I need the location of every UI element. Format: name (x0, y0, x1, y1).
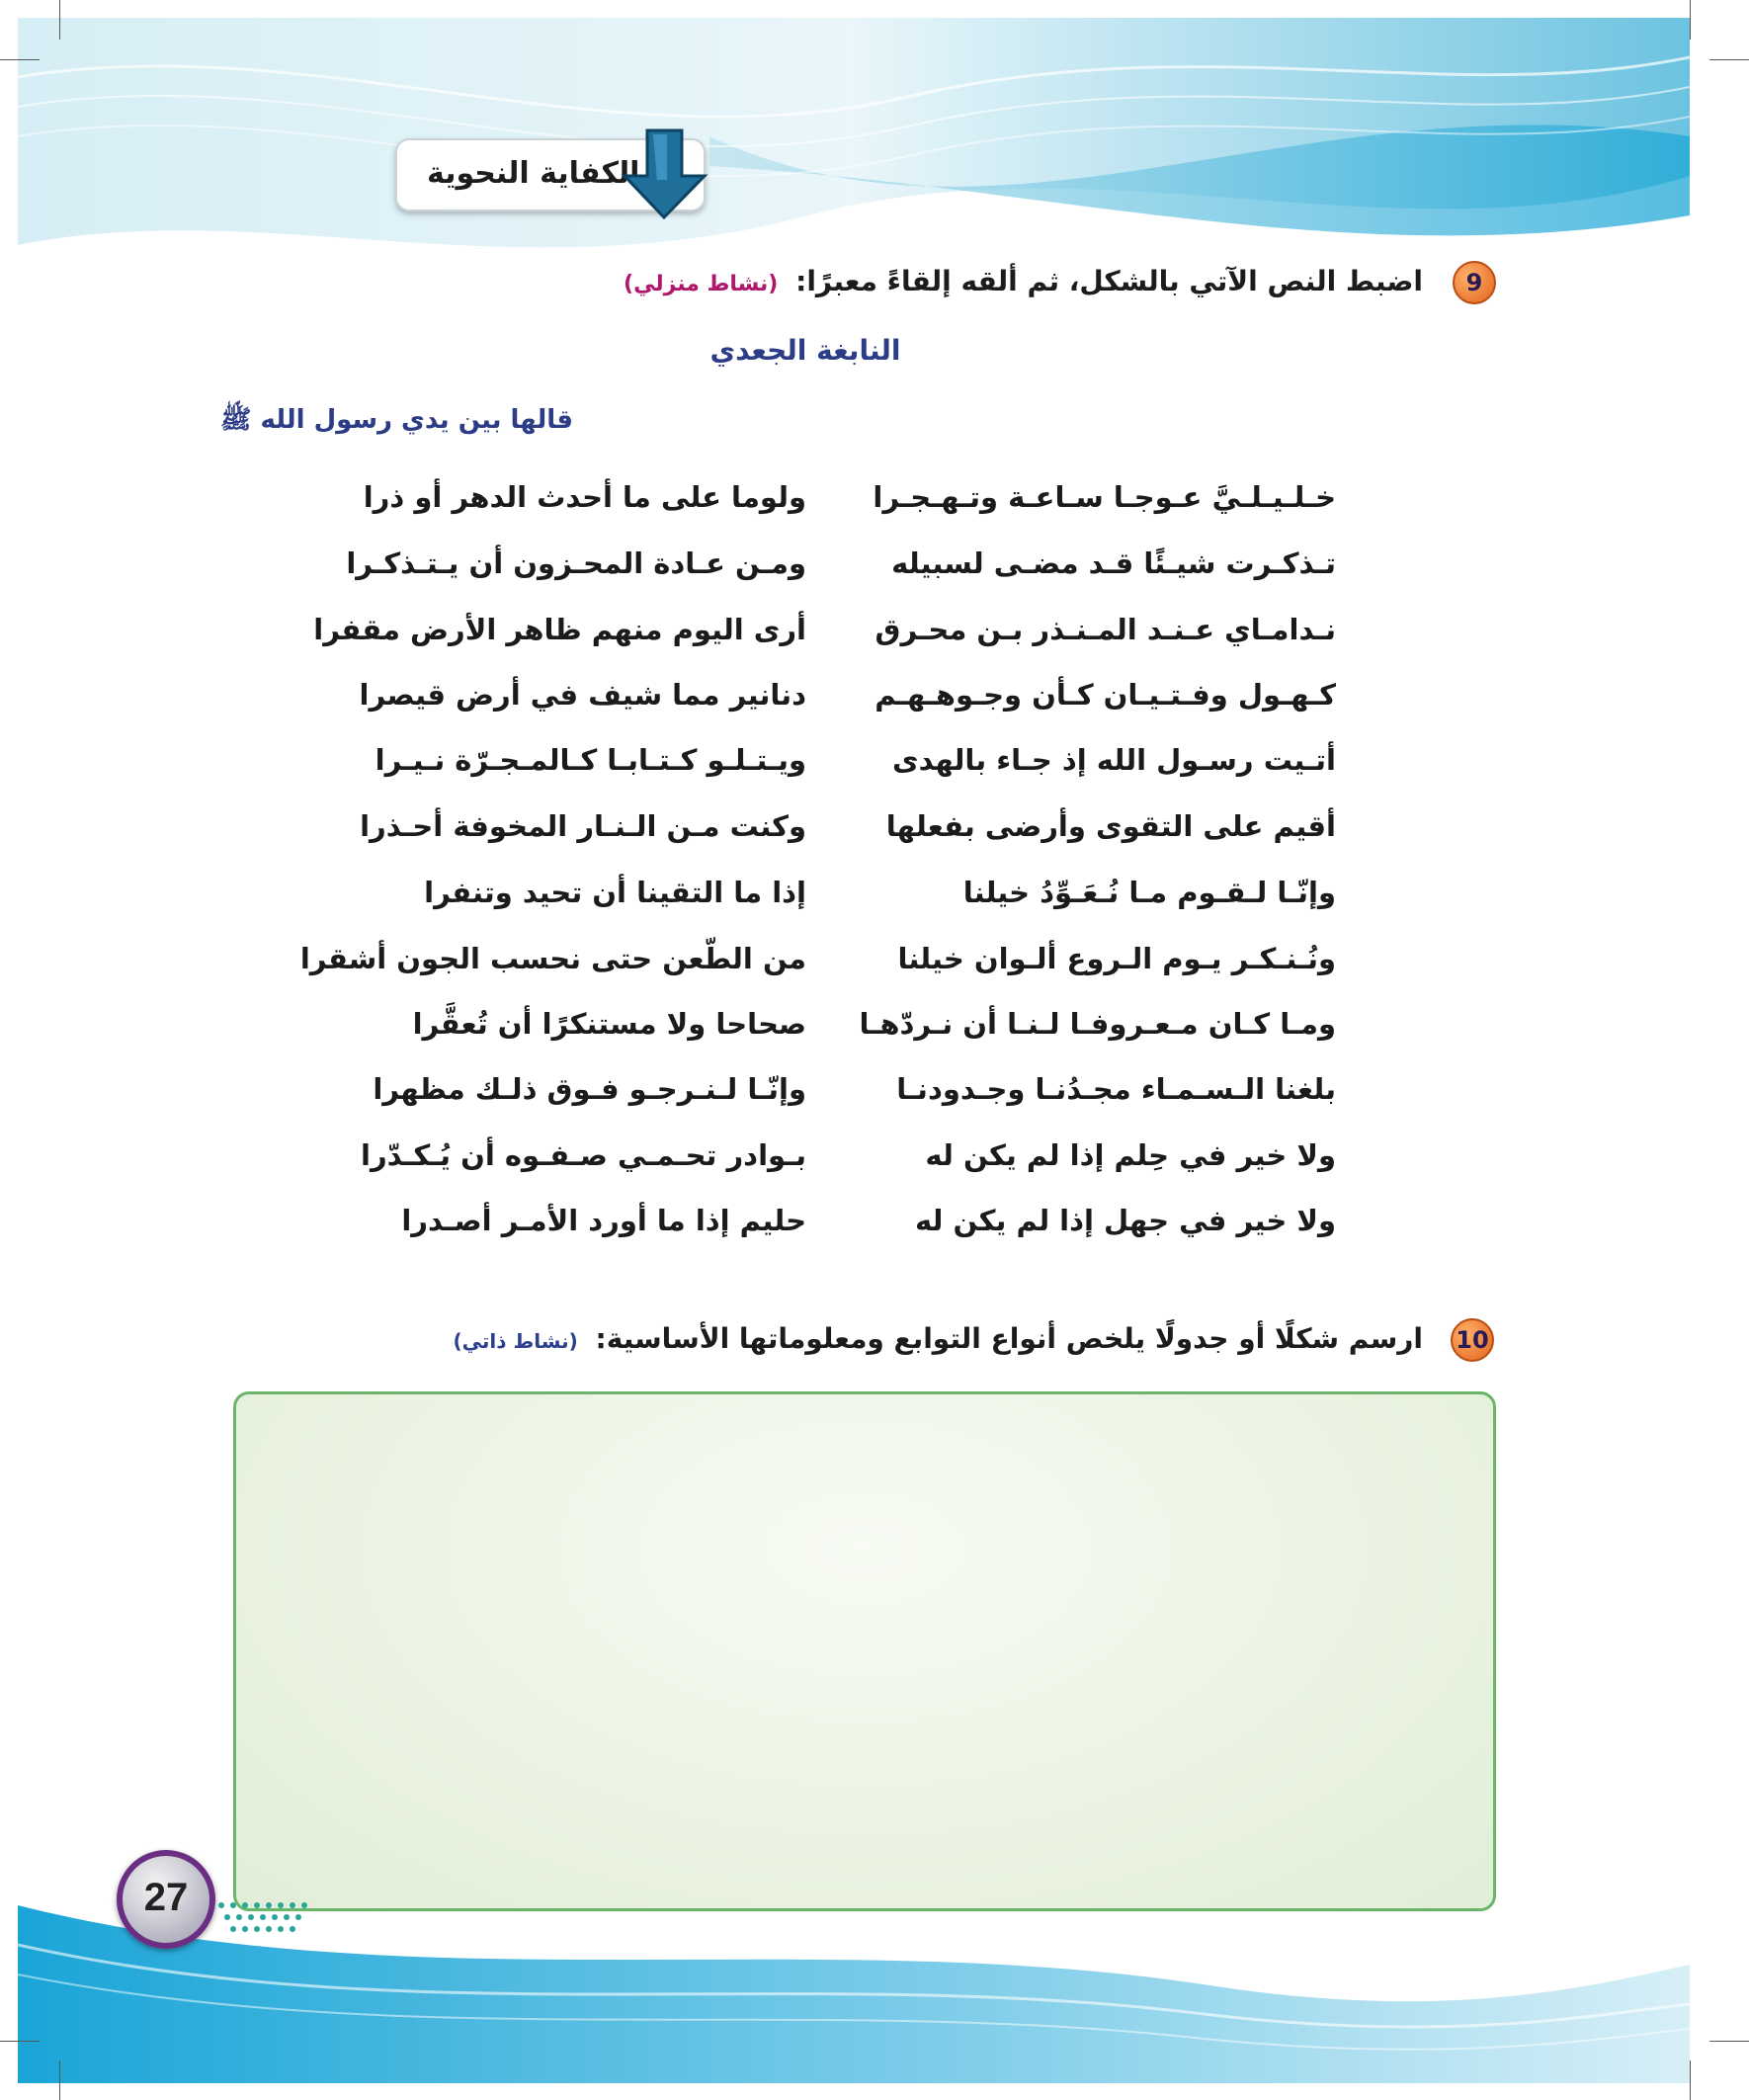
crop-mark (1690, 0, 1691, 40)
verse-second-hemistich: حليم إذا ما أورد الأمـر أصـدرا (401, 1204, 806, 1237)
question-9-number: 9 (1453, 261, 1496, 304)
verse-second-hemistich: وكنت مـن الـنـار المخوفة أحـذرا (360, 809, 806, 843)
poem-title: النابغة الجعدي (709, 334, 901, 367)
verse-first-hemistich: ومـا كـان مـعـروفـا لـنـا أن نـردّهـا (859, 1007, 1336, 1041)
question-9-line (624, 265, 1423, 297)
crop-mark (59, 2060, 60, 2100)
verse-first-hemistich: أقيم على التقوى وأرضى بفعلها (885, 809, 1336, 843)
verse-first-hemistich: ونُـنـكـر يـوم الـروع ألـوان خيلنا (897, 942, 1336, 975)
crop-mark (1709, 59, 1749, 60)
question-10-instruction: ارسم شكلًا أو جدولًا يلخص أنواع التوابع ومعلوماتها الأساسية: (595, 1322, 1423, 1355)
verse-second-hemistich: ويـتـلـو كـتـابـا كـالمـجـرّة نـيـرا (375, 743, 806, 777)
question-9-instruction: اضبط النص الآتي بالشكل، ثم ألقه إلقاءً معبرًا: (795, 265, 1423, 297)
verse-second-hemistich: أرى اليوم منهم ظاهر الأرض مقفرا (313, 613, 806, 646)
crop-mark (1709, 2041, 1749, 2042)
verse-second-hemistich: من الطّعن حتى نحسب الجون أشقرا (299, 942, 806, 975)
question-10-tag: (نشاط ذاتي) (453, 1329, 578, 1353)
section-title: الكفاية النحوية (427, 156, 640, 191)
verse-second-hemistich: وإنّـا لـنـرجـو فـوق ذلـك مظهرا (373, 1072, 806, 1106)
question-9-tag: (نشاط منزلي) (624, 272, 779, 296)
crop-mark (0, 59, 40, 60)
question-10-line (454, 1322, 1423, 1355)
ministry-logo-dots (211, 1897, 320, 1941)
page-number: 27 (143, 1876, 189, 1919)
verse-first-hemistich: بلغنا الـسـمـاء مجـدُنـا وجـدودنـا (896, 1072, 1336, 1106)
verse-first-hemistich: ولا خير في جهل إذا لم يكن له (914, 1204, 1336, 1237)
verse-second-hemistich: بـوادر تحـمـي صـفـوه أن يُـكـدّرا (361, 1138, 806, 1172)
crop-mark (1690, 2060, 1691, 2100)
page-number-badge (117, 1850, 215, 1949)
verse-second-hemistich: ولوما على ما أحدث الدهر أو ذرا (363, 480, 806, 514)
verse-first-hemistich: خـلـيـلـيَّ عـوجـا سـاعـة وتـهـجـرا (873, 480, 1336, 514)
drawing-answer-area[interactable] (233, 1391, 1496, 1911)
question-10-number: 10 (1451, 1318, 1494, 1362)
poem-subtitle: قالها بين يدي رسول الله ﷺ (220, 405, 573, 435)
verse-first-hemistich: تـذكـرت شيـئًا قـد مضـى لسبيله (891, 546, 1336, 580)
verse-first-hemistich: نـدامـاي عـنـد المـنـذر بـن محـرق (874, 613, 1336, 646)
verse-first-hemistich: كـهـول وفـتـيـان كـأن وجـوهـهـم (874, 678, 1336, 712)
crop-mark (0, 2041, 40, 2042)
verse-first-hemistich: ولا خير في حِلم إذا لم يكن له (925, 1138, 1336, 1172)
down-arrow-icon (618, 126, 711, 220)
verse-second-hemistich: صحاحا ولا مستنكرًا أن تُعقَّرا (412, 1007, 806, 1041)
verse-second-hemistich: ومـن عـادة المحـزون أن يـتـذكـرا (346, 546, 806, 580)
verse-first-hemistich: أتـيت رسـول الله إذ جـاء بالهدى (892, 743, 1336, 777)
verse-first-hemistich: وإنّـا لـقـوم مـا نُـعَـوِّدُ خيلنا (962, 876, 1336, 909)
crop-mark (59, 0, 60, 40)
verse-second-hemistich: إذا ما التقينا أن تحيد وتنفرا (424, 876, 806, 909)
verse-second-hemistich: دنانير مما شيف في أرض قيصرا (359, 678, 806, 712)
